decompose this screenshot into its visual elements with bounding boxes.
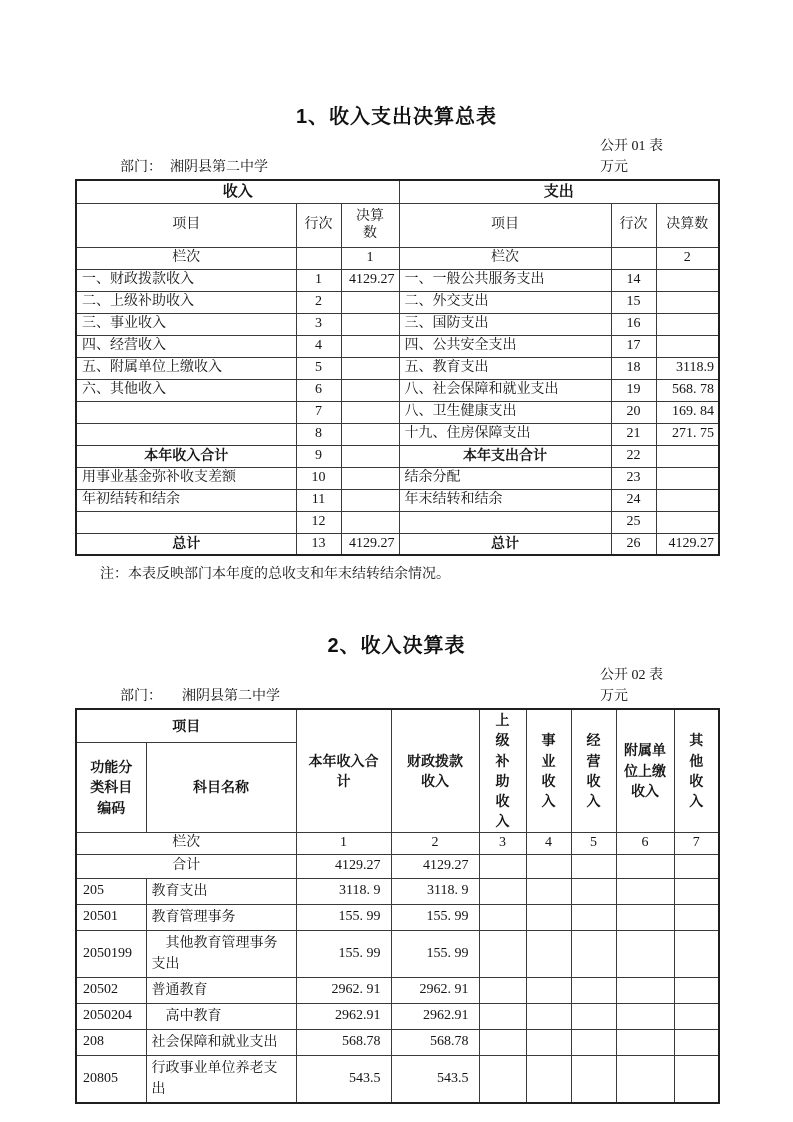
col-no-cell: 1 [296,832,391,854]
value-cell [526,904,571,930]
code-cell: 2050199 [76,930,146,977]
income-amount-cell [341,357,399,379]
value-cell [571,854,616,878]
income-rowno-cell: 6 [296,379,341,401]
expense-amount-cell: 4129.27 [656,533,719,555]
expense-item-cell: 八、卫生健康支出 [399,401,611,423]
value-cell [479,1003,526,1029]
column-header-row [76,203,719,247]
subject-cell: 社会保障和就业支出 [146,1029,296,1055]
expense-subtotal-cell: 本年支出合计 [399,445,611,467]
operating-income-header: 经营收入 [571,709,616,832]
business-income-header: 事业收入 [526,709,571,832]
expense-amount-cell [656,445,719,467]
income-amount-cell [341,423,399,445]
value-cell [571,1029,616,1055]
expense-grand-total-cell: 总计 [399,533,611,555]
expense-item-cell: 一、一般公共服务支出 [399,269,611,291]
col-no-cell: 7 [674,832,719,854]
fiscal-grant-header: 财政拨款收入 [391,709,479,832]
income-amount-header: 决算数 [341,203,399,247]
section-header-row [76,180,719,203]
expense-rowno-cell: 21 [611,423,656,445]
income-rowno-cell: 7 [296,401,341,423]
income-rowno-header: 行次 [296,203,341,247]
lanci-expense-no: 2 [656,247,719,269]
expense-rowno-cell: 25 [611,511,656,533]
code-cell: 20805 [76,1055,146,1103]
subject-name-header: 科目名称 [146,743,296,833]
expense-amount-cell: 3118.9 [656,357,719,379]
expense-rowno-cell: 19 [611,379,656,401]
expense-amount-cell [656,489,719,511]
value-cell [616,854,674,878]
table1-title: 1、收入支出决算总表 [295,106,498,128]
col-no-cell: 3 [479,832,526,854]
table2-title: 2、收入决算表 [327,635,466,657]
code-cell: 20501 [76,904,146,930]
income-item-cell [76,511,296,533]
value-cell: 2962. 91 [391,977,479,1003]
table1-note: 注：本表反映部门本年度的总收支和年末结转结余情况。 [100,567,450,582]
value-cell [479,977,526,1003]
income-rowno-cell: 5 [296,357,341,379]
total-row [76,854,719,878]
value-cell [616,1055,674,1103]
value-cell: 4129.27 [296,854,391,878]
income-expense-summary-table [75,179,720,556]
value-cell [616,930,674,977]
income-item-cell: 四、经营收入 [76,335,296,357]
table-row [76,423,719,445]
expense-item-header: 项目 [399,203,611,247]
col-no-cell: 5 [571,832,616,854]
value-cell [479,930,526,977]
income-item-cell [76,401,296,423]
expense-rowno-cell: 17 [611,335,656,357]
value-cell [674,878,719,904]
income-rowno-cell: 11 [296,489,341,511]
value-cell [674,930,719,977]
subject-cell: 教育支出 [146,878,296,904]
dept-name: 湘阴县第二中学 [170,160,268,175]
value-cell [571,878,616,904]
income-rowno-cell: 10 [296,467,341,489]
lanci-label: 栏次 [76,832,296,854]
value-cell [616,904,674,930]
expense-item-cell: 三、国防支出 [399,313,611,335]
value-cell [479,1029,526,1055]
value-cell [571,977,616,1003]
value-cell: 3118. 9 [296,878,391,904]
value-cell [479,904,526,930]
item-header: 项目 [76,709,296,743]
year-total-header: 本年收入合计 [296,709,391,832]
table-row [76,930,719,977]
table1-dept-line [120,156,268,176]
expense-item-cell: 年末结转和结余 [399,489,611,511]
value-cell [674,904,719,930]
code-cell: 205 [76,878,146,904]
subject-cell: 普通教育 [146,977,296,1003]
table-row [76,313,719,335]
value-cell: 568.78 [296,1029,391,1055]
expense-item-cell [399,511,611,533]
total-label-cell: 合计 [76,854,296,878]
value-cell [526,854,571,878]
table2-meta [75,658,718,708]
value-cell [674,977,719,1003]
income-amount-cell [341,489,399,511]
income-amount-cell: 4129.27 [341,269,399,291]
value-cell [616,1029,674,1055]
expense-item-cell: 二、外交支出 [399,291,611,313]
table-row [76,335,719,357]
value-cell [526,1029,571,1055]
table-row [76,878,719,904]
income-item-cell: 用事业基金弥补收支差额 [76,467,296,489]
expense-rowno-cell: 24 [611,489,656,511]
value-cell [616,878,674,904]
income-item-cell: 二、上级补助收入 [76,291,296,313]
value-cell [526,878,571,904]
expense-rowno-cell: 23 [611,467,656,489]
income-amount-cell [341,313,399,335]
col-no-cell: 2 [391,832,479,854]
expense-rowno-cell: 20 [611,401,656,423]
income-amount-cell [341,467,399,489]
value-cell [526,930,571,977]
income-subtotal-cell: 本年收入合计 [76,445,296,467]
dept-label: 部门： [120,689,162,704]
expense-amount-cell: 271. 75 [656,423,719,445]
value-cell [674,1003,719,1029]
expense-item-cell: 结余分配 [399,467,611,489]
expense-amount-cell [656,467,719,489]
code-cell: 20502 [76,977,146,1003]
income-amount-cell [341,445,399,467]
income-item-cell: 三、事业收入 [76,313,296,335]
table2-open-label: 公开 02 表 [600,668,663,683]
value-cell [526,977,571,1003]
subject-cell: 教育管理事务 [146,904,296,930]
expense-rowno-cell: 26 [611,533,656,555]
value-cell [479,854,526,878]
income-rowno-cell: 12 [296,511,341,533]
expense-amount-cell [656,511,719,533]
value-cell: 2962.91 [296,1003,391,1029]
value-cell [571,930,616,977]
expense-item-cell: 四、公共安全支出 [399,335,611,357]
income-item-cell: 一、财政拨款收入 [76,269,296,291]
value-cell [526,1003,571,1029]
expense-amount-cell: 568. 78 [656,379,719,401]
table1-meta [75,129,718,179]
table-row [76,445,719,467]
subject-cell: 行政事业单位养老支出 [146,1055,296,1103]
lanci-row [76,832,719,854]
value-cell: 155. 99 [296,930,391,977]
table-row [76,904,719,930]
expense-rowno-cell: 14 [611,269,656,291]
header-row-1 [76,709,719,743]
table-row [76,379,719,401]
empty-cell [296,247,341,269]
lanci-income-no: 1 [341,247,399,269]
income-item-header: 项目 [76,203,296,247]
expense-amount-cell: 169. 84 [656,401,719,423]
value-cell [616,977,674,1003]
code-cell: 208 [76,1029,146,1055]
expense-item-cell: 五、教育支出 [399,357,611,379]
expense-rowno-cell: 18 [611,357,656,379]
value-cell [479,1055,526,1103]
table-row [76,291,719,313]
table-row [76,489,719,511]
table-row [76,1029,719,1055]
value-cell [674,1029,719,1055]
other-income-header: 其他收入 [674,709,719,832]
income-grand-total-cell: 总计 [76,533,296,555]
lanci-label: 栏次 [399,247,611,269]
value-cell: 543.5 [391,1055,479,1103]
value-cell [526,1055,571,1103]
income-amount-cell [341,379,399,401]
table2-dept-line [120,685,280,705]
value-cell: 4129.27 [391,854,479,878]
value-cell: 568.78 [391,1029,479,1055]
value-cell [674,854,719,878]
value-cell: 2962.91 [391,1003,479,1029]
income-amount-cell [341,401,399,423]
col-no-cell: 6 [616,832,674,854]
income-rowno-cell: 9 [296,445,341,467]
income-item-cell [76,423,296,445]
expense-rowno-cell: 15 [611,291,656,313]
superior-subsidy-header: 上级补助收入 [479,709,526,832]
table-row [76,269,719,291]
subject-cell: 其他教育管理事务支出 [146,930,296,977]
expense-section-header: 支出 [399,180,719,203]
code-cell: 2050204 [76,1003,146,1029]
income-amount-cell: 4129.27 [341,533,399,555]
table-row [76,977,719,1003]
subject-cell: 高中教育 [146,1003,296,1029]
dept-label: 部门： [120,160,162,175]
table2-unit-label: 万元 [600,689,628,704]
table-row [76,401,719,423]
value-cell [571,1055,616,1103]
income-rowno-cell: 2 [296,291,341,313]
lanci-row [76,247,719,269]
income-amount-cell [341,511,399,533]
expense-amount-cell [656,291,719,313]
expense-rowno-cell: 22 [611,445,656,467]
expense-amount-cell [656,335,719,357]
expense-rowno-header: 行次 [611,203,656,247]
col-no-cell: 4 [526,832,571,854]
value-cell [616,1003,674,1029]
table-row [76,511,719,533]
income-item-cell: 年初结转和结余 [76,489,296,511]
table-row [76,1055,719,1103]
income-rowno-cell: 4 [296,335,341,357]
table1-unit-label: 万元 [600,160,628,175]
income-detail-table [75,708,720,1104]
table-row [76,1003,719,1029]
value-cell [674,1055,719,1103]
income-item-cell: 五、附属单位上缴收入 [76,357,296,379]
income-rowno-cell: 1 [296,269,341,291]
expense-amount-cell [656,313,719,335]
expense-rowno-cell: 16 [611,313,656,335]
value-cell [571,904,616,930]
income-rowno-cell: 8 [296,423,341,445]
table1-open-label: 公开 01 表 [600,139,663,154]
value-cell [571,1003,616,1029]
table-row [76,357,719,379]
expense-amount-cell [656,269,719,291]
income-amount-cell [341,335,399,357]
dept-name: 湘阴县第二中学 [182,689,280,704]
value-cell: 155. 99 [391,904,479,930]
table-row [76,533,719,555]
lanci-label: 栏次 [76,247,296,269]
expense-item-cell: 十九、住房保障支出 [399,423,611,445]
income-amount-cell [341,291,399,313]
expense-amount-header: 决算数 [656,203,719,247]
expense-item-cell: 八、社会保障和就业支出 [399,379,611,401]
function-code-header: 功能分类科目编码 [76,743,146,833]
income-section-header: 收入 [76,180,399,203]
income-rowno-cell: 13 [296,533,341,555]
value-cell: 3118. 9 [391,878,479,904]
affiliated-income-header: 附属单位上缴收入 [616,709,674,832]
value-cell: 155. 99 [391,930,479,977]
income-rowno-cell: 3 [296,313,341,335]
value-cell: 2962. 91 [296,977,391,1003]
value-cell: 543.5 [296,1055,391,1103]
value-cell: 155. 99 [296,904,391,930]
income-item-cell: 六、其他收入 [76,379,296,401]
table-row [76,467,719,489]
value-cell [479,878,526,904]
empty-cell [611,247,656,269]
